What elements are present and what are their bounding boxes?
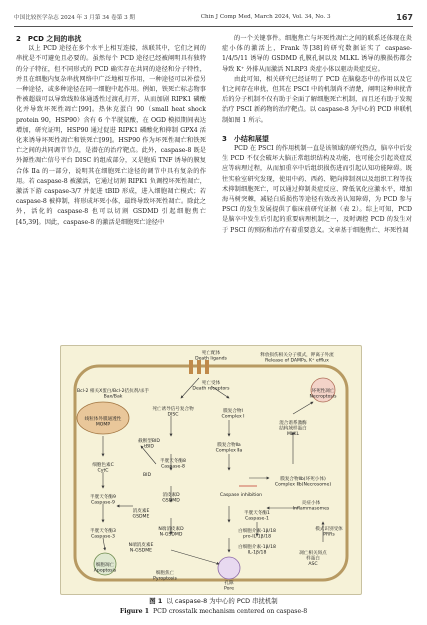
asc-label-line: 样蛋白 <box>306 556 320 562</box>
svg-text:炎症小体Inflammasomes <box>293 499 330 511</box>
svg-text:细胞凋亡Apoptosis <box>94 561 117 573</box>
svg-text:消皮素EGSDME <box>133 507 150 519</box>
disc-label: 死亡诱导信号复合物 <box>152 407 194 412</box>
svg-text:半胱天冬酶3Caspase-3 <box>90 527 116 539</box>
svg-text:混合谱系激酶结构域样蛋白MLKL <box>279 419 307 437</box>
death-ligands-label: 死亡配体 <box>201 351 221 356</box>
death-ligands-label-line: Death ligands <box>195 356 227 362</box>
svg-text:膜复合物Ⅱb(坏死小体)Complex Ⅱb(Necroso <box>275 475 331 487</box>
svg-text:Caspase inhibition <box>220 492 262 498</box>
diagram-labels <box>77 349 343 591</box>
svg-text:模式识别受体PRRs <box>315 525 343 537</box>
svg-text:白细胞介素-1β/18pro-IL-1β/18 <box>238 527 276 539</box>
casp8-label-line: Caspase-8 <box>161 464 185 470</box>
pathway-arrows <box>103 378 323 564</box>
momp-label: 线粒体外膜通透性 <box>84 417 122 422</box>
inflammasome-label-line: Inflammasomes <box>292 506 330 512</box>
figure-crosstalk-diagram <box>60 345 362 595</box>
caption-text-en: PCD crosstalk mechanism centered on caspase-8 <box>153 608 308 615</box>
inflammasome-label: 炎症小体 <box>301 501 321 506</box>
section-heading-crosstalk: 2 PCD 之间的串扰 <box>16 35 82 43</box>
left-column <box>16 34 206 228</box>
caption-text-zh: 以 caspase-8 为中心的 PCD 串扰机制 <box>166 597 278 605</box>
paragraph: PCD 在 PSCI 的作用机制一直是该领域的研究热点，脑卒中后发生 PCD 不仅会破坏大脑正常组织结构及功能，也可能会引起炎症反应等病理过程，从而加重卒中后组织损伤进而引起认知功能障碍。既往实验室研究发现，使用中药、西药、靶向抑制剂以及组织工程等技术抑制细胞死亡，可以通过抑制炎症反应、降低氧化应激水平，增加海马树突棘，减轻白质损伤等途径有效改善认知障碍，为 PCD 参与 PSCI 的发生发展提供了临床前研究证据（表 2）。综上可知，PCD 是脑卒中发生后引起的重要病理机制之一，及时调控 PCD 的发生对于 PSCI 的预防和治疗有着重要意义。文章基于细胞焦亡、坏死性凋 <box>222 145 412 234</box>
right-column <box>222 34 412 236</box>
complex1-label-line: Complex Ⅰ <box>221 414 245 420</box>
mlkl-label-line: 结构域样蛋白 <box>279 426 307 432</box>
apoptosis-label: 细胞凋亡 <box>95 563 115 568</box>
journal-cn: 中国比较医学杂志 2024 年 3 月第 34 卷第 3 期 <box>14 15 136 21</box>
casp3-label: 半胱天冬酶3 <box>90 529 116 534</box>
pore-icon <box>218 557 240 579</box>
casp1-label: 半胱天冬酶1 <box>244 511 270 516</box>
svg-text:半胱天冬酶1Caspase-1 <box>244 509 270 521</box>
death-receptor-label: 死亡受体 <box>201 381 221 386</box>
figure-caption-en <box>0 608 427 615</box>
gsdme-label-line: GSDME <box>132 514 150 520</box>
casp9-label-line: Caspase-9 <box>91 500 115 506</box>
prrs-label: 模式识别受体 <box>315 527 343 532</box>
svg-text:细胞焦亡Pyroptosis <box>153 569 177 581</box>
svg-text:Bcl-2 相关X蛋白/Bcl-2拮抗剂/杀手Bax/Bak <box>77 387 150 399</box>
running-head <box>14 10 413 27</box>
caption-label-zh: 图 1 <box>149 597 163 605</box>
svg-text:释放损伤相关分子模式，钾离子外流Release of DAM <box>260 351 334 363</box>
casp1-label-line: Caspase-1 <box>245 516 269 522</box>
gsdmd-label: 消皮素D <box>162 493 180 498</box>
figure-caption-zh <box>0 596 427 605</box>
ngsdme-label: N端消皮素E <box>128 543 154 548</box>
section-heading-summary: 3 小结和展望 <box>222 134 269 143</box>
svg-text:死亡受体Death receptors <box>192 379 230 391</box>
il1b-label-line: pro-IL-1β/18 <box>243 534 271 540</box>
svg-text:膜复合物ⅡaComplex Ⅱa <box>216 441 243 453</box>
gsdme-label: 消皮素E <box>132 509 150 514</box>
paragraph: 以上 PCD 途径在多个水平上相互连接，纵联其中，它们之间的串扰是不可避免且必要的。虽然每个 PCD 途径已经被阐明具有独特的分子特征，但不同形式的 PCD 确实存在共同的途径和分子特性，并且在细胞内复杂串扰网络中广泛地相互作用，一种途径可以补偿另一种途径，或多种途径在同一细胞中起作用。例如，铁死亡标志物事件被超载可以导致线粒体通透性过渡孔打开，从而加剧 RIPK1 磷酸化并导致坏死性凋亡[99]。热休克蛋白 90（small heat shock protein 90，HSP90）含有 6 个半胱氨酸，在 OGD 模拟期间表达增加，研究证明，HSP90 通过促进 RIPK1 磷酸化和抑制 GPX4 活化来诱导坏死性凋亡和铁死亡[99]。HSP90 作为坏死性凋亡和铁死亡之间的共同调节节点，是潜在的治疗靶点。此外，caspase-8 既是外源性凋亡信号平台 DISC 的组成部分，又是胞质 TNF 诱导的膜复合体 Ⅱa 的一部分，说明其在细胞死亡途径的调节中具有复杂的作用。若 caspase-8 被激活，它通过切割 RIPK1 负调控坏死性凋亡，激活下游 caspase-3/7 并促进 tBID 形成，进入细胞凋亡模式；若 caspase-8 被抑制，将形成坏死小体，最终导致坏死性凋亡。除此之外，活化的 caspase-8 也可以切割 GSDMD 引起细胞焦亡[45,39]。因此，caspase-8 的激活是细胞死亡途径中 <box>16 45 206 226</box>
journal-en: Chin J Comp Med, March 2024, Vol. 34, No. 3 <box>200 14 331 20</box>
diagram-svg <box>61 346 361 594</box>
release-label-line: Release of DAMPs, K⁺ efflux <box>265 358 329 364</box>
asc-label: 凋亡相关斑点 <box>299 551 327 556</box>
pyroptosis-label-line: Pyroptosis <box>153 576 177 582</box>
caspase-inhibition-label: Caspase inhibition <box>219 493 263 498</box>
svg-text:消皮素DGSDMD <box>162 491 180 503</box>
complex2a-label-line: Complex Ⅱa <box>215 448 243 454</box>
death-receptor-label-line: Death receptors <box>192 386 230 392</box>
il1b-mature-label: 白细胞介素-1β/18 <box>238 545 276 550</box>
complex1-label: 膜复合物Ⅰ <box>223 409 243 414</box>
necroptosis-label: 坏死性凋亡 <box>311 389 335 394</box>
tbid-label: 截断型BID <box>138 439 160 444</box>
pore-label-line: Pore <box>223 586 235 592</box>
page-number: 167 <box>396 12 413 22</box>
paragraph: 由此可知，相关研究已经证明了 PCD 在脑稳态中的作用以及它们之间存在串扰，但其在 PSCI 中的机制尚不清楚，阐明这种串扰背后的分子机制不仅有助于全面了解细胞死亡机制，而且还有助于发现治疗 PSCI 新药物的治疗靶点。以 caspase-8 为中心的 PCD 串联机制如图 1 所示。 <box>222 75 412 124</box>
prrs-label-line: PRRs <box>323 532 335 538</box>
complex2a-label: 膜复合物Ⅱa <box>217 443 241 448</box>
apoptosis-label-line: Apoptosis <box>93 568 117 574</box>
release-label: 释放损伤相关分子模式，钾离子外流 <box>260 353 334 358</box>
svg-text:细胞色素CCytC <box>92 461 114 473</box>
cytc-label: 细胞色素C <box>92 463 114 468</box>
caption-label-en: Figure 1 <box>119 608 150 615</box>
svg-text:BID <box>143 472 152 478</box>
bid-label: BID <box>142 473 152 478</box>
disc-label-line: DISC <box>167 412 179 418</box>
casp8-label: 半胱天冬酶8 <box>160 459 186 464</box>
necroptosis-label-line: Necroptosis <box>309 394 337 400</box>
svg-text:死亡配体Death ligands <box>195 349 227 361</box>
casp9-label: 半胱天冬酶9 <box>90 495 116 500</box>
svg-text:白细胞介素-1β/18IL-1β/18 <box>238 543 276 555</box>
bcl2-label-line: Bax/Bak <box>103 394 123 400</box>
pyroptosis-label: 细胞焦亡 <box>155 571 175 576</box>
svg-text:凋亡相关斑点样蛋白ASC <box>299 549 327 567</box>
svg-text:N端消皮素EN-GSDME <box>129 541 154 553</box>
svg-text:孔隙Pore <box>224 579 234 591</box>
momp-label-line: MOMP <box>95 422 111 428</box>
mlkl-label-line: MLKL <box>286 431 300 437</box>
mlkl-label: 混合谱系激酶 <box>279 421 307 426</box>
il1b-mature-label-line: IL-1β/18 <box>247 550 267 556</box>
paragraph: 的一个关键事件。细胞焦亡与坏死性凋亡之间的联系还体现在炎症小体的激活上，Frank 等[38]的研究数据证实了 caspase-1/4/5/11 诱导的 GSDMD 孔膜孔洞以及 MLKL 诱导的膜损伤都会导致 K⁺ 外排从而激活 NLRP3 炎症小体以驱动炎症反应。 <box>222 35 412 73</box>
bcl2-label: Bcl-2 相关X蛋白/Bcl-2拮抗剂/杀手 <box>76 389 150 394</box>
svg-text:半胱天冬酶8Caspase-8 <box>160 457 186 469</box>
death-receptor-icon <box>189 360 209 374</box>
complex2b-label: 膜复合物Ⅱb(坏死小体) <box>280 477 326 482</box>
svg-text:膜复合物ⅠComplex Ⅰ <box>222 407 245 419</box>
svg-text:死亡诱导信号复合物DISC <box>152 405 194 417</box>
svg-text:N端消皮素DN-GSDMD <box>158 525 184 537</box>
cytc-label-line: CytC <box>97 468 109 474</box>
svg-text:半胱天冬酶9Caspase-9 <box>90 493 116 505</box>
casp3-label-line: Caspase-3 <box>91 534 115 540</box>
asc-label-line: ASC <box>308 561 318 567</box>
gsdmd-label-line: GSDMD <box>162 498 180 504</box>
pore-label: 孔隙 <box>224 581 234 586</box>
tbid-label-line: tBID <box>144 444 154 450</box>
svg-text:截断型BIDtBID <box>138 437 160 449</box>
ngsdmd-label-line: N-GSDMD <box>159 532 183 538</box>
svg-text:坏死性凋亡Necroptosis <box>310 387 338 399</box>
complex2b-label-line: Complex Ⅱb(Necrosome) <box>274 482 332 488</box>
ngsdmd-label: N端消皮素D <box>158 527 184 532</box>
ngsdme-label-line: N-GSDME <box>129 548 153 554</box>
il1b-label: 白细胞介素-1β/18 <box>238 529 276 534</box>
